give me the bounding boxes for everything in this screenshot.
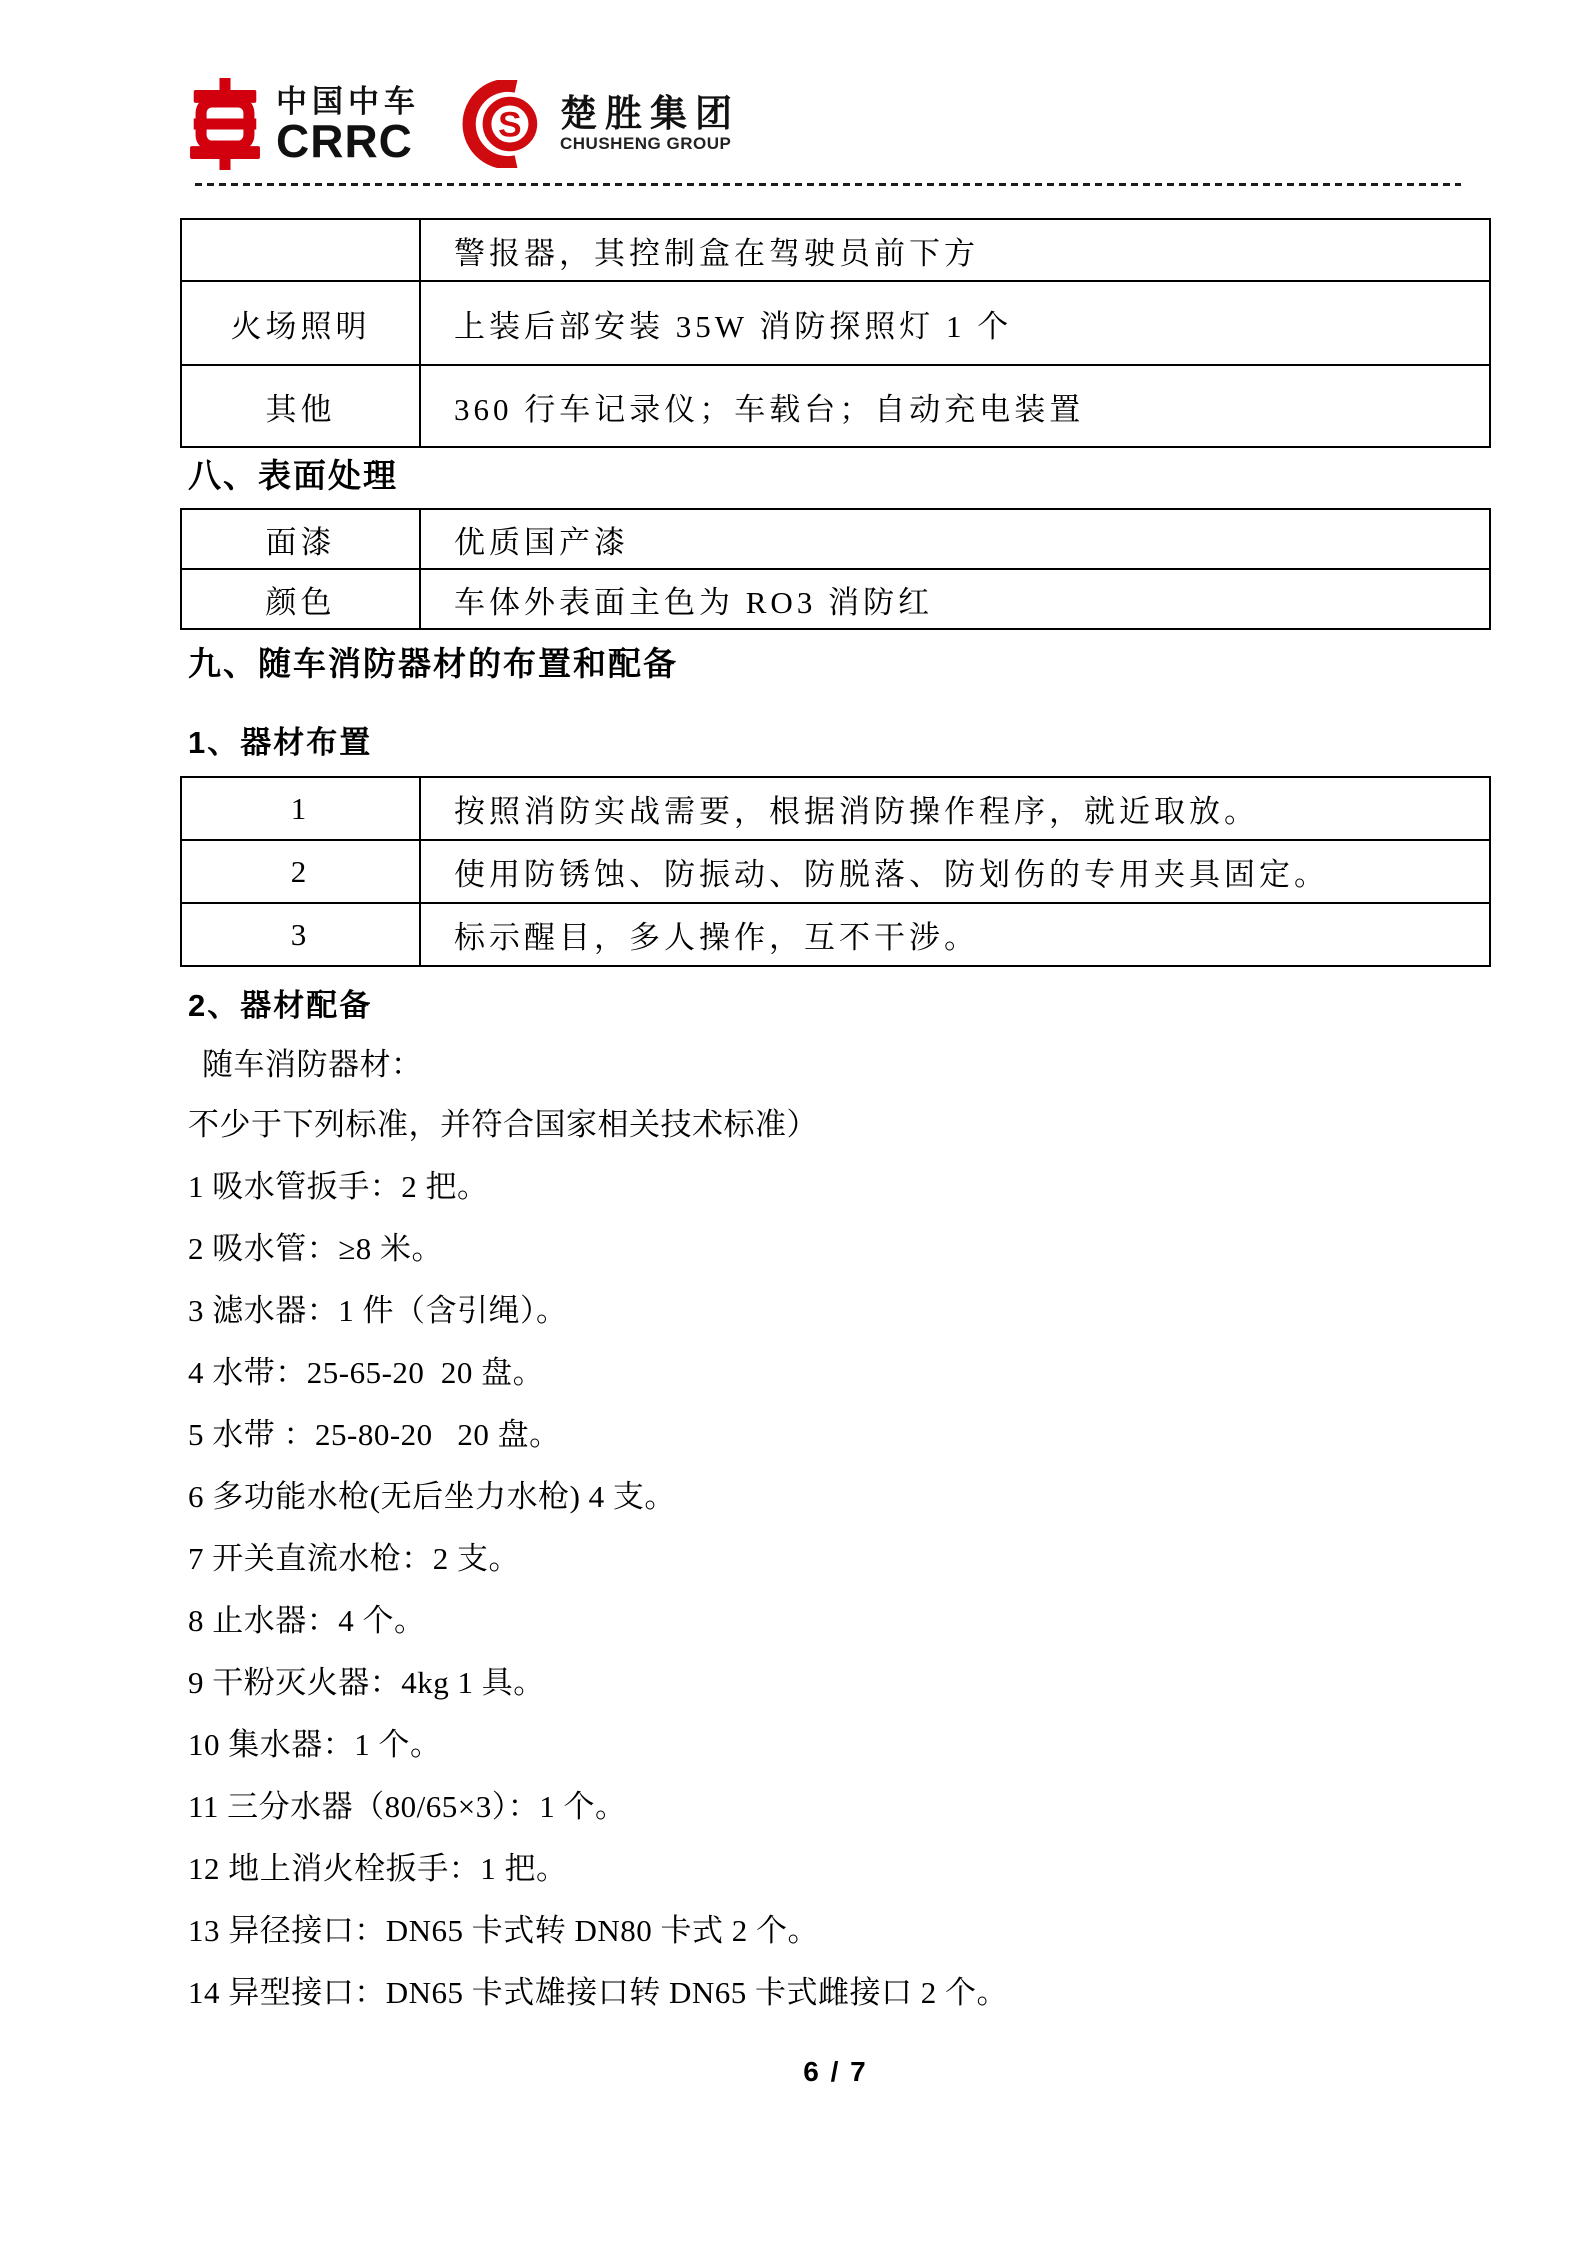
row-label: 颜色 <box>181 569 420 629</box>
chusheng-chinese-name: 楚胜集团 <box>560 93 740 134</box>
row-label: 1 <box>181 777 420 840</box>
svg-text:S: S <box>498 105 522 145</box>
table-row <box>181 281 1490 365</box>
row-value: 优质国产漆 <box>420 509 1490 569</box>
section-9-heading: 九、随车消防器材的布置和配备 <box>188 645 678 682</box>
row-label <box>181 219 420 281</box>
header-dotted-divider <box>195 183 1461 186</box>
arrangement-table <box>180 776 1491 967</box>
list-item: 8 止水器：4 个。 <box>188 1603 426 1638</box>
table-row <box>181 840 1490 903</box>
row-label: 其他 <box>181 365 420 447</box>
chusheng-english-name: CHUSHENG GROUP <box>560 134 732 153</box>
row-label: 火场照明 <box>181 281 420 365</box>
row-value: 上装后部安装 35W 消防探照灯 1 个 <box>420 281 1490 365</box>
table-row <box>181 509 1490 569</box>
equipment-intro-line: 随车消防器材： <box>202 1047 423 1082</box>
section-8-heading: 八、表面处理 <box>188 457 398 494</box>
list-item: 7 开关直流水枪：2 支。 <box>188 1541 520 1576</box>
surface-table <box>180 508 1491 630</box>
list-item: 12 地上消火栓扳手：1 把。 <box>188 1851 568 1886</box>
table-row <box>181 777 1490 840</box>
list-item: 9 干粉灭火器：4kg 1 具。 <box>188 1665 545 1700</box>
list-item: 5 水带 ：25-80-20 20 盘。 <box>188 1417 561 1452</box>
row-value: 360 行车记录仪；车载台；自动充电装置 <box>420 365 1490 447</box>
table-row <box>181 903 1490 966</box>
page-number: 6 / 7 <box>803 2056 868 2087</box>
list-item: 2 吸水管：≥8 米。 <box>188 1231 444 1266</box>
equipment-table <box>180 218 1491 448</box>
crrc-logo-icon <box>188 78 262 170</box>
equipment-standard-line: 不少于下列标准，并符合国家相关技术标准） <box>188 1107 818 1142</box>
crrc-english-name: CRRC <box>276 114 413 167</box>
list-item: 14 异型接口：DN65 卡式雄接口转 DN65 卡式雌接口 2 个。 <box>188 1975 1009 2010</box>
document-content <box>180 218 1491 2088</box>
row-value: 警报器，其控制盒在驾驶员前下方 <box>420 219 1490 281</box>
list-item: 10 集水器：1 个。 <box>188 1727 442 1762</box>
subsection-1-heading: 1、器材布置 <box>188 725 373 760</box>
list-item: 11 三分水器（80/65×3）：1 个。 <box>188 1789 627 1824</box>
row-value: 车体外表面主色为 RO3 消防红 <box>420 569 1490 629</box>
row-label: 面漆 <box>181 509 420 569</box>
row-label: 3 <box>181 903 420 966</box>
list-item: 3 滤水器：1 件（含引绳）。 <box>188 1293 568 1328</box>
list-item: 13 异径接口：DN65 卡式转 DN80 卡式 2 个。 <box>188 1913 820 1948</box>
subsection-2-heading: 2、器材配备 <box>188 988 373 1023</box>
row-label: 2 <box>181 840 420 903</box>
list-item: 4 水带：25-65-20 20 盘。 <box>188 1355 545 1390</box>
crrc-wordmark <box>276 83 420 167</box>
document-header <box>188 78 740 170</box>
table-row <box>181 569 1490 629</box>
row-value: 使用防锈蚀、防振动、防脱落、防划伤的专用夹具固定。 <box>420 840 1490 903</box>
table-row <box>181 365 1490 447</box>
list-item: 1 吸水管扳手：2 把。 <box>188 1169 489 1204</box>
crrc-chinese-name: 中国中车 <box>276 83 420 119</box>
list-item: 6 多功能水枪(无后坐力水枪) 4 支。 <box>188 1479 676 1514</box>
table-row <box>181 219 1490 281</box>
chusheng-wordmark <box>560 94 740 154</box>
chusheng-logo-icon <box>458 80 546 168</box>
row-value: 标示醒目，多人操作，互不干涉。 <box>420 903 1490 966</box>
row-value: 按照消防实战需要，根据消防操作程序，就近取放。 <box>420 777 1490 840</box>
